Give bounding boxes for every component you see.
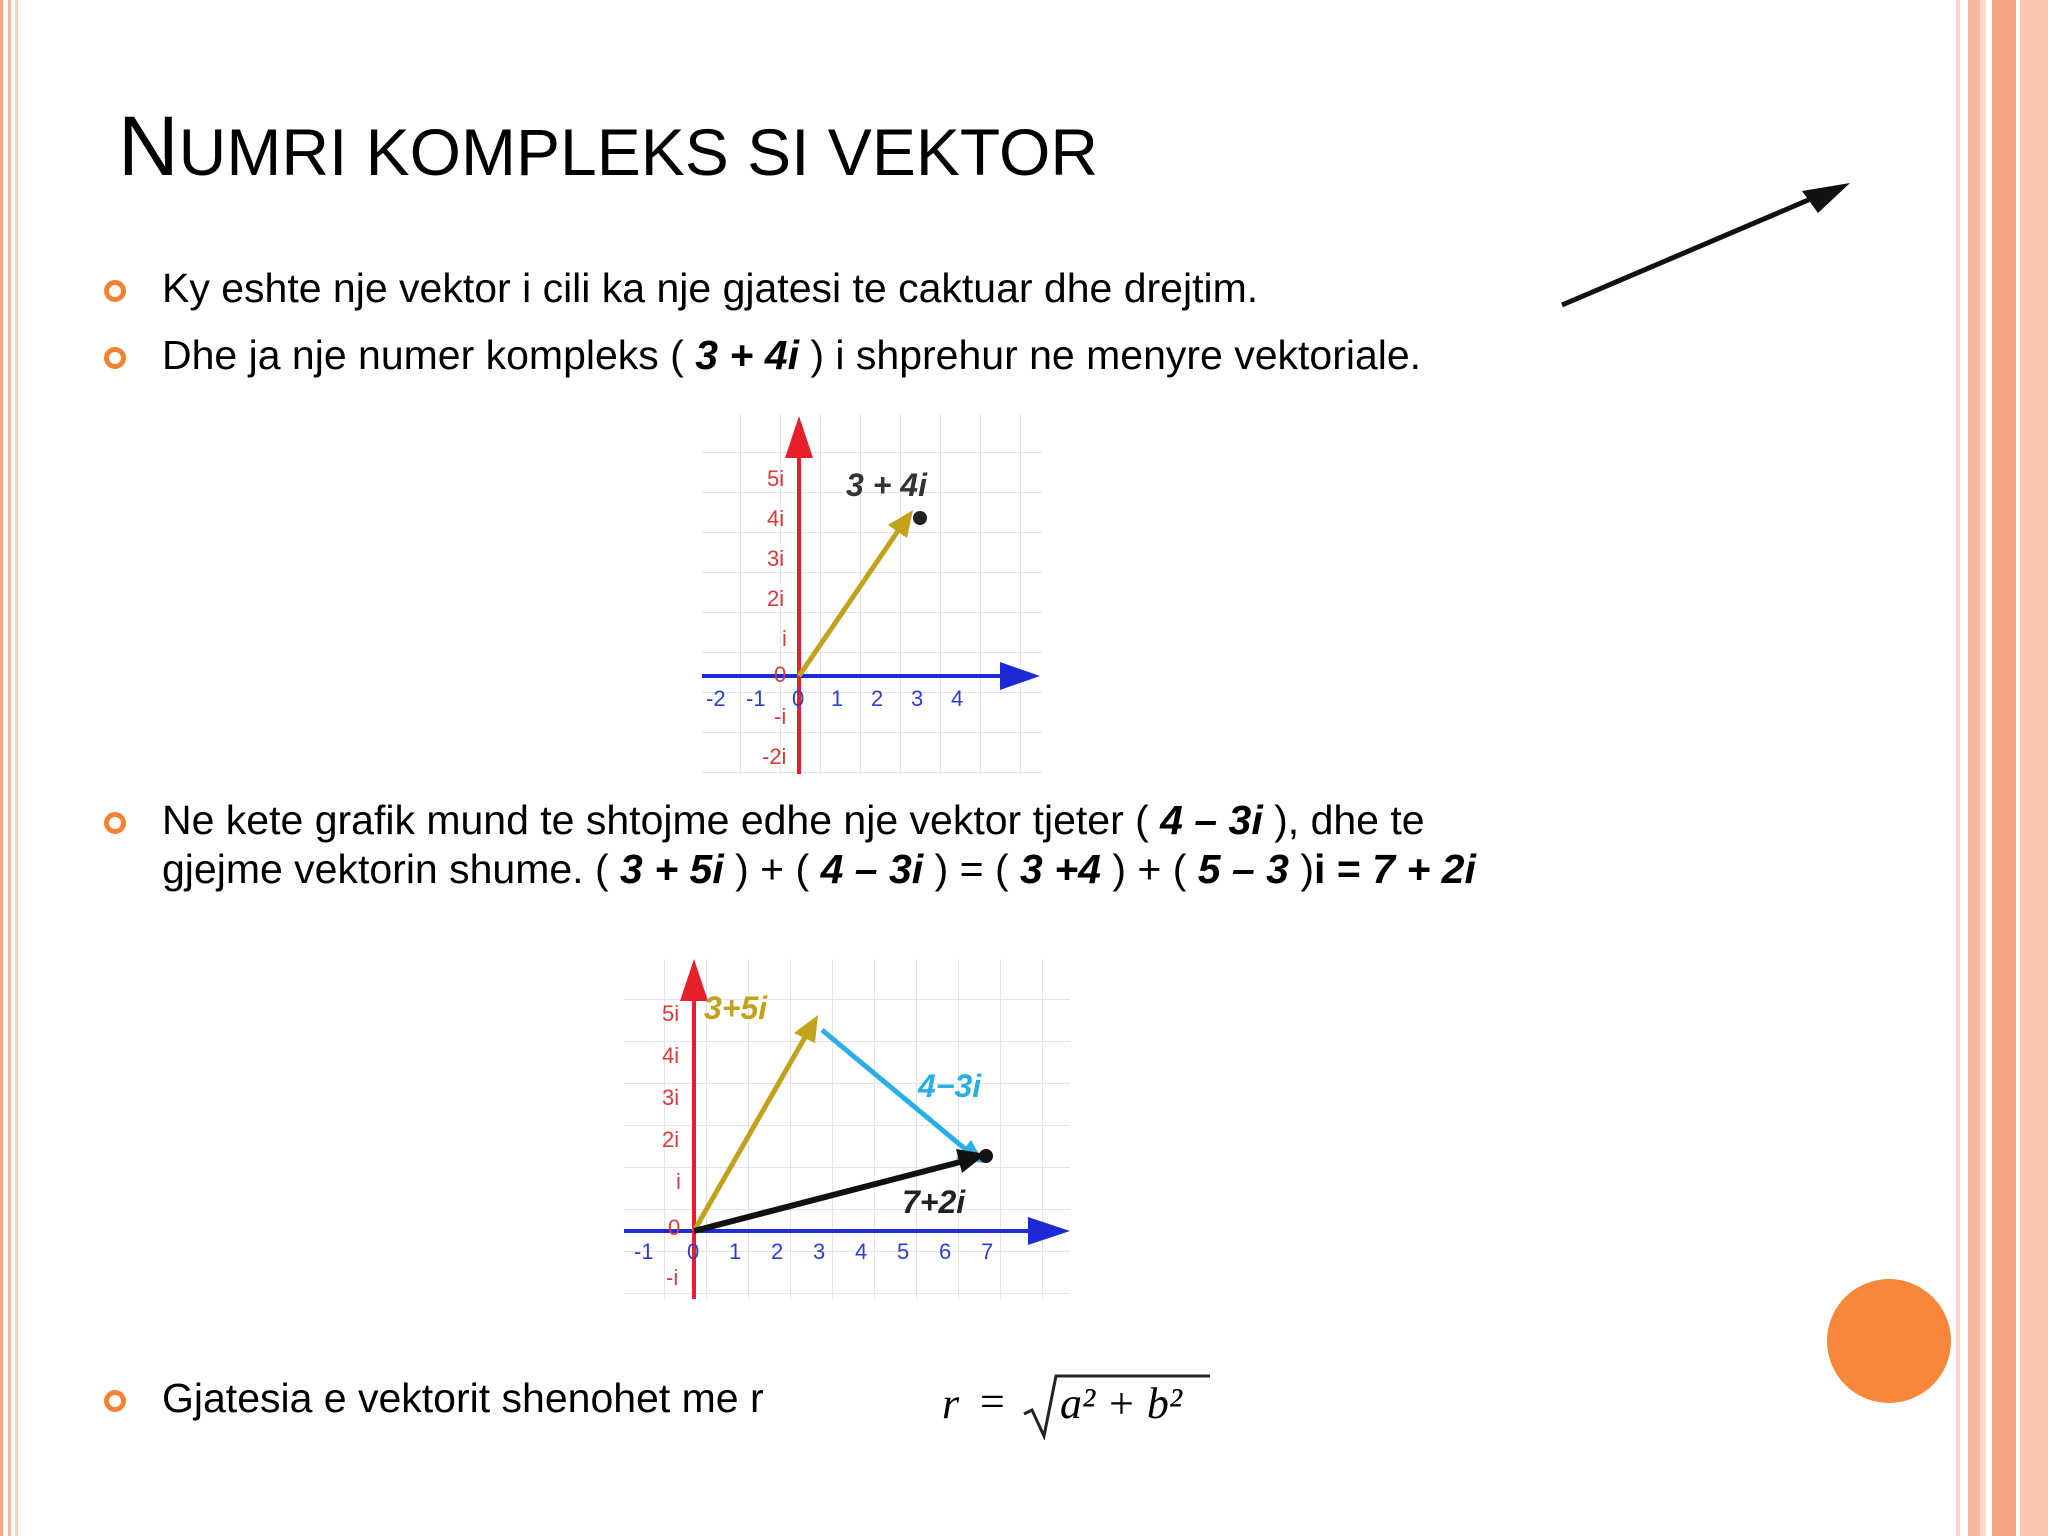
x-tick-7: 7 <box>981 1239 994 1264</box>
x-tick-neg1: -1 <box>634 1239 654 1264</box>
x-tick-2: 2 <box>871 686 884 711</box>
y-tick-4i: 4i <box>662 1043 680 1068</box>
x-tick-1: 1 <box>729 1239 742 1264</box>
b2-expr: 3 + 4i <box>695 332 799 378</box>
origin-label: 0 <box>774 662 787 687</box>
y-tick-5i: 5i <box>767 466 785 491</box>
y-tick-2i: 2i <box>767 586 785 611</box>
complex-plane-graph-2 <box>622 957 1072 1302</box>
formula-equals: = <box>980 1377 1005 1426</box>
y-tick-3i: 3i <box>767 546 785 571</box>
right-border-decoration <box>1956 0 2048 1536</box>
bullet-marker <box>104 1390 126 1412</box>
b3-l2-a: gjejme vektorin shume. ( <box>162 846 621 892</box>
y-tick-4i: 4i <box>767 506 785 531</box>
bullet-text-3-line-1 <box>162 795 1425 845</box>
label-7-2i: 7+2i <box>902 1184 966 1220</box>
bullet-marker <box>104 347 126 369</box>
x-tick-4: 4 <box>951 686 964 711</box>
b3-l2-e: ) = ( <box>923 846 1020 892</box>
y-tick-5i: 5i <box>662 1001 680 1026</box>
x-tick-neg2: -2 <box>706 686 726 711</box>
y-tick-neg-i: -i <box>666 1265 679 1290</box>
b3-l2-j: i = <box>1314 846 1373 892</box>
x-tick-neg1: -1 <box>746 686 766 711</box>
bullet-text-1: Ky eshte nje vektor i cili ka nje gjatesi te caktuar dhe drejtim. <box>162 265 1259 311</box>
y-tick-neg-i: -i <box>774 704 787 729</box>
b3-l2-c: ) + ( <box>723 846 821 892</box>
formula-radicand: a² + b² <box>1060 1379 1183 1428</box>
b3-l2-i: ) <box>1288 846 1315 892</box>
point-3-4i <box>913 511 927 525</box>
orange-circle-decoration <box>1827 1279 1951 1403</box>
origin-label: 0 <box>668 1215 681 1240</box>
label-3-5i: 3+5i <box>704 990 768 1026</box>
formula-lhs: r <box>942 1379 960 1428</box>
point-7-2i <box>979 1149 993 1163</box>
x-tick-4: 4 <box>855 1239 868 1264</box>
b2-pre: Dhe ja nje numer kompleks ( <box>162 332 696 378</box>
bullet-text-3-line-2 <box>162 844 1476 894</box>
b3-l2-h: 5 – 3 <box>1197 846 1289 892</box>
title-rest: UMRI KOMPLEKS SI VEKTOR <box>178 115 1098 189</box>
title-initial: N <box>118 99 179 193</box>
y-tick-i: i <box>782 626 787 651</box>
graph1-point-label: 3 + 4i <box>846 467 927 503</box>
label-4-minus-3i: 4−3i <box>918 1068 982 1104</box>
x-tick-1: 1 <box>831 686 844 711</box>
b3-l1-post: ), dhe te <box>1262 797 1425 843</box>
x-tick-3: 3 <box>911 686 924 711</box>
x-tick-5: 5 <box>897 1239 910 1264</box>
b3-l2-b: 3 + 5i <box>620 846 724 892</box>
y-tick-i: i <box>676 1169 681 1194</box>
x-tick-0: 0 <box>687 1239 700 1264</box>
x-tick-6: 6 <box>939 1239 952 1264</box>
bullet-marker <box>104 812 126 834</box>
left-border-decoration <box>0 0 22 1536</box>
x-tick-2: 2 <box>771 1239 784 1264</box>
slide-title <box>118 98 1098 195</box>
bullet-text-4: Gjatesia e vektorit shenohet me r <box>162 1375 764 1421</box>
b3-l2-f: 3 +4 <box>1020 846 1101 892</box>
b3-l1-expr: 4 – 3i <box>1160 797 1263 843</box>
complex-plane-graph-1 <box>700 412 1045 777</box>
b3-l1-pre: Ne kete grafik mund te shtojme edhe nje vektor tjeter ( <box>162 797 1161 843</box>
b2-post: ) i shprehur ne menyre vektoriale. <box>798 332 1422 378</box>
y-tick-3i: 3i <box>662 1085 680 1110</box>
x-tick-3: 3 <box>813 1239 826 1264</box>
b3-l2-g: ) + ( <box>1100 846 1198 892</box>
y-tick-2i: 2i <box>662 1127 680 1152</box>
b3-l2-d: 4 – 3i <box>820 846 924 892</box>
y-tick-neg-2i: -2i <box>762 744 787 769</box>
bullet-text-2 <box>162 330 1421 380</box>
magnitude-formula <box>940 1370 1220 1440</box>
bullet-marker <box>104 280 126 302</box>
arrow-illustration <box>1550 175 1860 315</box>
x-tick-0: 0 <box>792 686 805 711</box>
b3-l2-k: 7 + 2i <box>1372 846 1476 892</box>
